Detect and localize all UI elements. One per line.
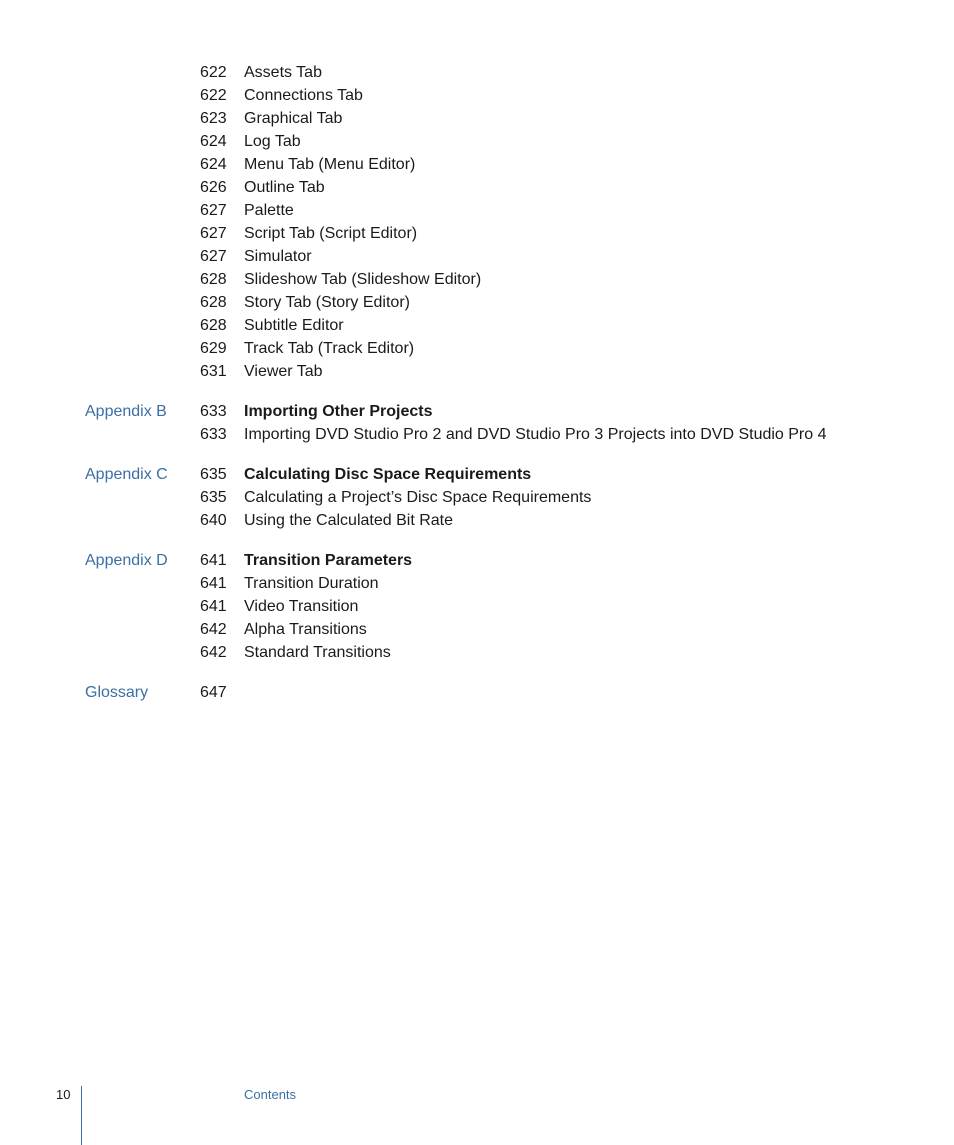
- toc-page-number: 642: [200, 621, 227, 638]
- toc-page-number: 640: [200, 512, 227, 529]
- toc-chapter-row[interactable]: [0, 400, 954, 423]
- toc-entry-title[interactable]: Palette: [244, 202, 294, 219]
- toc-page-number: 628: [200, 317, 227, 334]
- toc-entry-title[interactable]: Menu Tab (Menu Editor): [244, 156, 416, 173]
- toc-entry-row[interactable]: [0, 176, 954, 199]
- toc-page-number: 641: [200, 598, 227, 615]
- toc-page-number: 642: [200, 644, 227, 661]
- toc-group: [0, 400, 954, 446]
- toc-page-number: 622: [200, 87, 227, 104]
- toc-page-number: 627: [200, 202, 227, 219]
- toc-entry-title[interactable]: Track Tab (Track Editor): [244, 340, 415, 357]
- toc-page-number: 647: [200, 684, 227, 701]
- toc-entry-title[interactable]: Script Tab (Script Editor): [244, 225, 418, 242]
- toc-page-number: 633: [200, 426, 227, 443]
- toc-entry-row[interactable]: [0, 509, 954, 532]
- toc-entry-title[interactable]: Simulator: [244, 248, 312, 265]
- toc-entry-row[interactable]: [0, 572, 954, 595]
- toc-chapter-label[interactable]: Appendix C: [85, 466, 168, 483]
- toc-entry-row[interactable]: [0, 107, 954, 130]
- toc-chapter-label[interactable]: Appendix D: [85, 552, 168, 569]
- footer-section-label: Contents: [244, 1087, 297, 1102]
- toc-page-number: 626: [200, 179, 227, 196]
- toc-chapter-row[interactable]: [0, 681, 954, 704]
- toc-entry-title[interactable]: Calculating Disc Space Requirements: [244, 466, 532, 483]
- toc-entry-row[interactable]: [0, 130, 954, 153]
- toc-chapter-row[interactable]: [0, 549, 954, 572]
- toc-chapter-label[interactable]: Appendix B: [85, 403, 167, 420]
- toc-entry-title[interactable]: Alpha Transitions: [244, 621, 367, 638]
- toc-entry-title[interactable]: Slideshow Tab (Slideshow Editor): [244, 271, 482, 288]
- toc-page-number: 623: [200, 110, 227, 127]
- toc-page-number: 641: [200, 552, 227, 569]
- toc-entry-row[interactable]: [0, 61, 954, 84]
- toc-group: [0, 549, 954, 664]
- toc-page-number: 635: [200, 489, 227, 506]
- toc-page-number: 627: [200, 248, 227, 265]
- toc-entry-row[interactable]: [0, 268, 954, 291]
- toc-entry-row[interactable]: [0, 423, 954, 446]
- toc-entry-title[interactable]: Importing Other Projects: [244, 403, 433, 420]
- toc-entry-title[interactable]: Transition Parameters: [244, 552, 413, 569]
- toc-page-number: 622: [200, 64, 227, 81]
- footer-page-number: 10: [56, 1087, 71, 1102]
- toc-entry-title[interactable]: Graphical Tab: [244, 110, 343, 127]
- toc-entry-title[interactable]: Connections Tab: [244, 87, 363, 104]
- toc-entry-row[interactable]: [0, 595, 954, 618]
- table-of-contents: [0, 61, 954, 721]
- toc-entry-row[interactable]: [0, 222, 954, 245]
- toc-page-number: 635: [200, 466, 227, 483]
- footer-divider: [81, 1086, 82, 1145]
- toc-entry-title[interactable]: Transition Duration: [244, 575, 379, 592]
- toc-entry-title[interactable]: Log Tab: [244, 133, 301, 150]
- toc-page-number: 629: [200, 340, 227, 357]
- toc-page-number: 628: [200, 294, 227, 311]
- toc-entry-row[interactable]: [0, 337, 954, 360]
- toc-chapter-row[interactable]: [0, 463, 954, 486]
- toc-entry-row[interactable]: [0, 291, 954, 314]
- toc-page-number: 641: [200, 575, 227, 592]
- toc-entry-title[interactable]: Viewer Tab: [244, 363, 323, 380]
- toc-entry-title[interactable]: Calculating a Project’s Disc Space Requirements: [244, 489, 592, 506]
- toc-entry-row[interactable]: [0, 245, 954, 268]
- toc-entry-row[interactable]: [0, 641, 954, 664]
- toc-entry-row[interactable]: [0, 153, 954, 176]
- toc-chapter-label[interactable]: Glossary: [85, 684, 149, 701]
- toc-entry-row[interactable]: [0, 314, 954, 337]
- toc-group: [0, 61, 954, 383]
- toc-page-number: 624: [200, 156, 227, 173]
- toc-entry-title[interactable]: Importing DVD Studio Pro 2 and DVD Studio Pro 3 Projects into DVD Studio Pro 4: [244, 426, 827, 443]
- toc-entry-row[interactable]: [0, 360, 954, 383]
- toc-entry-title[interactable]: Assets Tab: [244, 64, 322, 81]
- toc-page-number: 627: [200, 225, 227, 242]
- toc-group: [0, 681, 954, 704]
- toc-page-number: 633: [200, 403, 227, 420]
- toc-entry-row[interactable]: [0, 84, 954, 107]
- toc-entry-title[interactable]: Story Tab (Story Editor): [244, 294, 410, 311]
- toc-group: [0, 463, 954, 532]
- toc-entry-title[interactable]: Standard Transitions: [244, 644, 391, 661]
- toc-entry-title[interactable]: Outline Tab: [244, 179, 325, 196]
- toc-page-number: 624: [200, 133, 227, 150]
- toc-entry-title[interactable]: Using the Calculated Bit Rate: [244, 512, 453, 529]
- toc-page-number: 631: [200, 363, 227, 380]
- toc-entry-row[interactable]: [0, 486, 954, 509]
- toc-entry-title[interactable]: Subtitle Editor: [244, 317, 344, 334]
- toc-page-number: 628: [200, 271, 227, 288]
- toc-entry-row[interactable]: [0, 618, 954, 641]
- toc-entry-title[interactable]: Video Transition: [244, 598, 359, 615]
- toc-entry-row[interactable]: [0, 199, 954, 222]
